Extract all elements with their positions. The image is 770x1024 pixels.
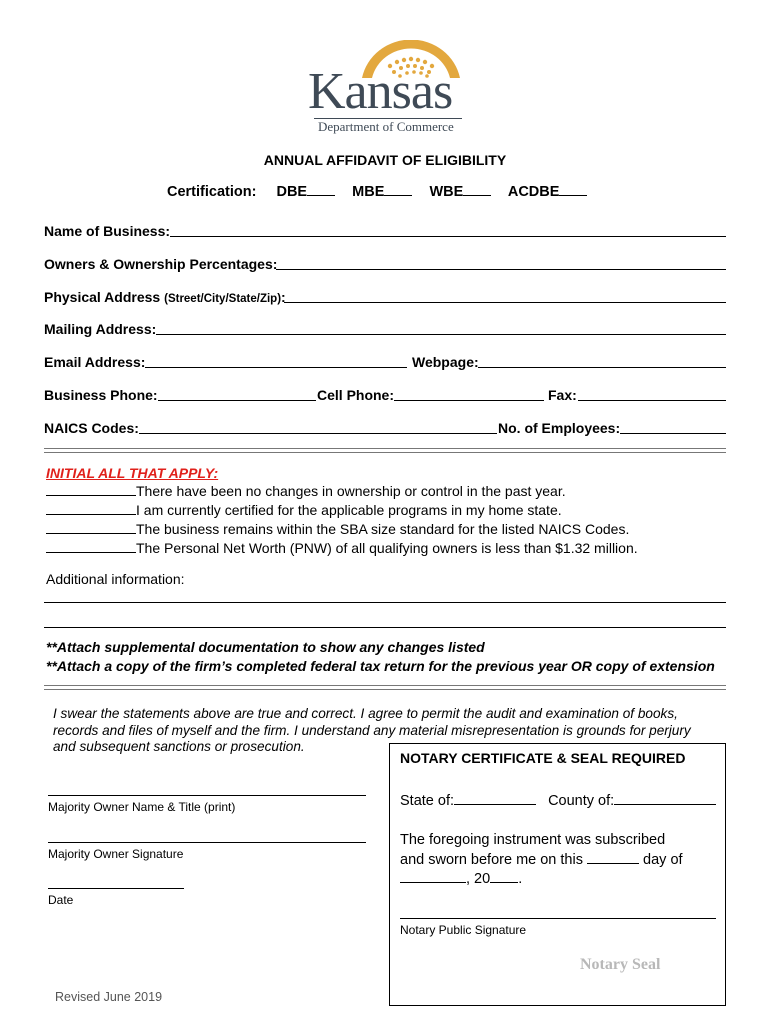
notary-day-of-text: day of bbox=[643, 851, 683, 868]
notary-sworn-text: and sworn before me on this bbox=[400, 851, 583, 868]
employees-label: No. of Employees: bbox=[498, 420, 621, 436]
notary-year-field[interactable] bbox=[490, 870, 518, 883]
owner-name-caption: Majority Owner Name & Title (print) bbox=[48, 800, 236, 814]
initial-item-text: There have been no changes in ownership or control in the past year. bbox=[136, 483, 566, 499]
logo-department: Department of Commerce bbox=[318, 119, 454, 134]
attach-note: **Attach supplemental documentation to show any changes listed bbox=[46, 639, 485, 655]
initial-item bbox=[46, 540, 638, 556]
kansas-logo bbox=[300, 40, 470, 135]
notary-state-field[interactable] bbox=[454, 792, 536, 805]
initial-blank[interactable] bbox=[46, 483, 136, 496]
additional-info-label: Additional information: bbox=[46, 571, 185, 587]
notary-text bbox=[400, 831, 683, 890]
cert-mbe: MBE bbox=[352, 184, 385, 200]
name-of-business-field[interactable] bbox=[170, 236, 726, 237]
cell-phone-label: Cell Phone: bbox=[317, 387, 395, 403]
fax-field[interactable] bbox=[578, 400, 726, 401]
initial-heading: INITIAL ALL THAT APPLY: bbox=[46, 465, 219, 481]
section-divider bbox=[44, 448, 726, 453]
email-label: Email Address: bbox=[44, 354, 146, 370]
naics-field[interactable] bbox=[139, 433, 497, 434]
physical-address-hint: (Street/City/State/Zip) bbox=[164, 293, 282, 305]
notary-county-field[interactable] bbox=[614, 792, 716, 805]
webpage-label: Webpage: bbox=[412, 354, 479, 370]
initial-item bbox=[46, 521, 629, 537]
notary-day-field[interactable] bbox=[587, 851, 639, 864]
cert-dbe-blank[interactable] bbox=[307, 184, 335, 196]
cert-wbe: WBE bbox=[429, 184, 464, 200]
physical-address-field[interactable] bbox=[284, 302, 726, 303]
oath-line: I swear the statements above are true and correct. I agree to permit the audit and examination of books, bbox=[53, 706, 678, 721]
physical-address-colon: : bbox=[281, 289, 286, 305]
oath-line: and subsequent sanctions or prosecution. bbox=[53, 739, 305, 754]
business-phone-field[interactable] bbox=[158, 400, 316, 401]
naics-label: NAICS Codes: bbox=[44, 420, 139, 436]
notary-year-prefix: , 20 bbox=[466, 871, 491, 887]
initial-item bbox=[46, 502, 562, 518]
notary-state-label: State of: bbox=[400, 793, 455, 809]
notary-text-line bbox=[400, 870, 683, 890]
page-title: ANNUAL AFFIDAVIT OF ELIGIBILITY bbox=[263, 152, 507, 168]
initial-item-text: The Personal Net Worth (PNW) of all qualifying owners is less than $1.32 million. bbox=[136, 540, 638, 556]
attach-note: **Attach a copy of the firm’s completed federal tax return for the previous year OR copy of extension bbox=[46, 658, 715, 674]
notary-heading: NOTARY CERTIFICATE & SEAL REQUIRED bbox=[400, 750, 686, 766]
certification-label: Certification: bbox=[167, 184, 257, 200]
notary-month-field[interactable] bbox=[400, 870, 466, 883]
notary-signature-caption: Notary Public Signature bbox=[400, 923, 527, 937]
physical-address-label bbox=[44, 289, 286, 305]
initial-blank[interactable] bbox=[46, 521, 136, 534]
revision-footer: Revised June 2019 bbox=[55, 990, 163, 1004]
notary-state-row bbox=[400, 792, 716, 809]
oath-line: records and files of myself and the firm. I understand any material misrepresentation is grounds for perjury bbox=[53, 722, 691, 738]
notary-signature-line[interactable] bbox=[400, 918, 716, 919]
cert-wbe-blank[interactable] bbox=[463, 184, 491, 196]
additional-info-line[interactable] bbox=[44, 627, 726, 628]
initial-item-text: I am currently certified for the applicable programs in my home state. bbox=[136, 502, 562, 518]
mailing-address-field[interactable] bbox=[156, 334, 726, 335]
cert-dbe: DBE bbox=[276, 184, 308, 200]
cert-acdbe: ACDBE bbox=[507, 184, 560, 200]
mailing-address-label: Mailing Address: bbox=[44, 321, 157, 337]
business-phone-label: Business Phone: bbox=[44, 387, 158, 403]
owners-field[interactable] bbox=[276, 269, 726, 270]
initial-item-text: The business remains within the SBA size standard for the listed NAICS Codes. bbox=[136, 521, 630, 537]
date-caption: Date bbox=[48, 893, 74, 907]
initial-blank[interactable] bbox=[46, 540, 136, 553]
owner-signature-caption: Majority Owner Signature bbox=[48, 847, 184, 861]
notary-box bbox=[389, 743, 726, 1006]
owner-signature-line[interactable] bbox=[48, 842, 366, 843]
owners-label: Owners & Ownership Percentages: bbox=[44, 256, 278, 272]
physical-address-text: Physical Address bbox=[44, 289, 161, 305]
cell-phone-field[interactable] bbox=[394, 400, 544, 401]
notary-period: . bbox=[518, 871, 523, 887]
initial-item bbox=[46, 483, 566, 499]
employees-field[interactable] bbox=[620, 433, 726, 434]
notary-text-line bbox=[400, 851, 683, 871]
cert-mbe-blank[interactable] bbox=[384, 184, 412, 196]
logo-wordmark: Kansas bbox=[308, 63, 453, 120]
owner-name-line[interactable] bbox=[48, 795, 366, 796]
section-divider bbox=[44, 685, 726, 690]
logo-underline bbox=[314, 118, 462, 119]
notary-county-label: County of: bbox=[548, 793, 615, 809]
date-line[interactable] bbox=[48, 888, 184, 889]
notary-seal-watermark: Notary Seal bbox=[580, 956, 661, 973]
cert-acdbe-blank[interactable] bbox=[559, 184, 587, 196]
fax-label: Fax: bbox=[548, 387, 577, 403]
name-of-business-label: Name of Business: bbox=[44, 223, 171, 239]
webpage-field[interactable] bbox=[478, 367, 726, 368]
notary-text-line: The foregoing instrument was subscribed bbox=[400, 832, 666, 848]
email-field[interactable] bbox=[145, 367, 407, 368]
additional-info-line[interactable] bbox=[44, 602, 726, 603]
certification-row bbox=[167, 184, 587, 200]
initial-blank[interactable] bbox=[46, 502, 136, 515]
